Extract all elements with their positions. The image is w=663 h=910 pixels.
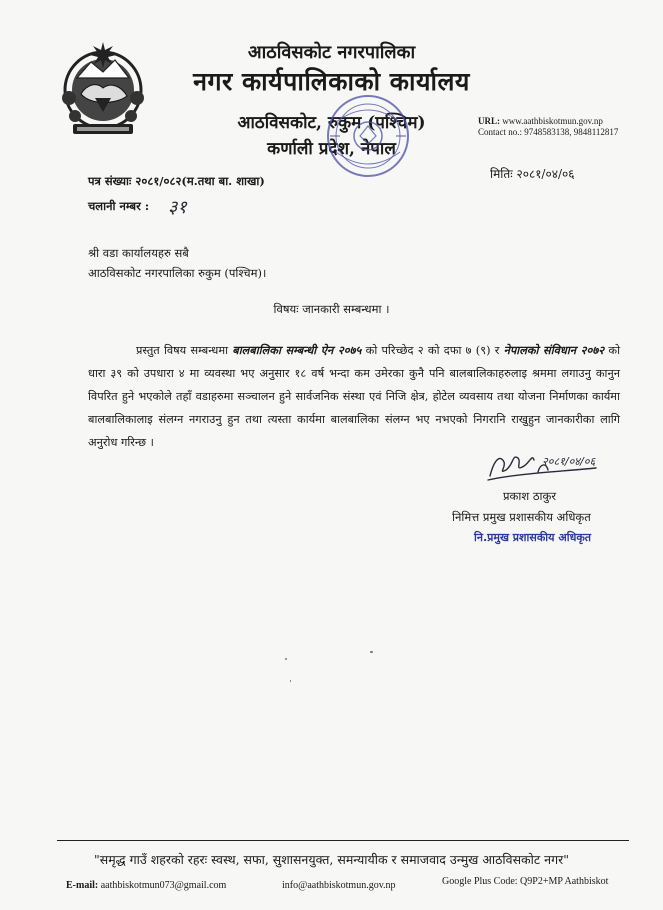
reference-value: २०८१/०८२(म.तथा बा. शाखा) bbox=[135, 174, 265, 188]
body-text-3: को धारा ३९ को उपधारा ४ मा व्यवस्था भए अनुसार १८ वर्ष भन्दा कम उमेरका कुनै पनि बालबालिकाहरुलाइ श्रममा लगाउनु कानुन विपरित हुने भएकोले तहाँ वडाहरुमा सञ्चालन हुने सार्वजनिक संस्था एवं निजि क्षेत्र, होटेल व्यवसाय तथा योजना निर्माणका कार्यमा बालबालिकालाइ संलग्न नगराउनु हुन तथा त्यस्ता कार्यमा बालबालिका संलग्न भए नभएको निगरानि राखुहुन जानकारीका लागि अनुरोध गरिन्छ । bbox=[88, 344, 620, 449]
footer-slogan: "समृद्ध गाउँ शहरको रहरः स्वस्थ, सफा, सुशासनयुक्त, समन्यायीक र समाजवाद उन्मुख आठविसकोट नगर" bbox=[94, 852, 569, 867]
phone-numbers: 9748583138, 9848112817 bbox=[524, 127, 619, 137]
body-text-1: प्रस्तुत विषय सम्बन्धमा bbox=[136, 344, 233, 357]
body-paragraph bbox=[88, 339, 620, 454]
email-label: E-mail: bbox=[66, 880, 99, 891]
body-text-2: को परिच्छेद २ को दफा ७ (९) र bbox=[361, 344, 504, 357]
email-secondary[interactable]: info@aathbiskotmun.gov.np bbox=[282, 880, 396, 891]
letter-subject: विषयः जानकारी सम्बन्धमा । bbox=[273, 302, 390, 316]
footer-email-group bbox=[66, 880, 226, 891]
email-primary[interactable]: aathbiskotmun073@gmail.com bbox=[100, 880, 227, 891]
recipient-line-2: आठविसकोट नगरपालिका रुकुम (पश्चिम)। bbox=[88, 266, 267, 280]
url-label: URL: bbox=[478, 116, 500, 126]
constitution-reference: नेपालको संविधान २०७२ bbox=[503, 343, 605, 357]
reference-number bbox=[88, 174, 265, 189]
municipality-name: आठविसकोट नगरपालिका bbox=[247, 42, 416, 63]
footer-divider bbox=[57, 840, 629, 841]
scan-speck bbox=[290, 680, 291, 682]
office-round-seal-icon bbox=[316, 92, 420, 184]
dispatch-label: चलानी नम्बर : bbox=[88, 199, 150, 213]
signer-title-stamp: नि.प्रमुख प्रशासकीय अधिकृत bbox=[474, 531, 592, 544]
scan-speck bbox=[370, 651, 373, 653]
letter-body bbox=[88, 339, 620, 454]
phone-label: Contact no.: bbox=[478, 127, 522, 137]
google-plus-code: Google Plus Code: Q9P2+MP Aathbiskot bbox=[442, 876, 609, 887]
recipient-line-1: श्री वडा कार्यालयहरु सबै bbox=[88, 246, 189, 260]
act-reference: बालबालिका सम्बन्धी ऐन २०७५ bbox=[232, 343, 362, 357]
signature-date: २०८१/०४/०६ bbox=[542, 455, 596, 468]
address-line-2: कर्णाली प्रदेश, नेपाल bbox=[267, 139, 396, 159]
signer-name: प्रकाश ठाकुर bbox=[503, 489, 557, 503]
address-line-1: आठविसकोट, रुकुम (पश्चिम) bbox=[237, 113, 426, 133]
signer-title: निमित्त प्रमुख प्रशासकीय अधिकृत bbox=[452, 510, 591, 524]
letter-date: मितिः २०८१/०४/०६ bbox=[490, 167, 575, 181]
reference-label: पत्र संख्याः bbox=[88, 174, 132, 188]
dispatch-number-handwritten: ३१ bbox=[168, 197, 187, 218]
handwritten-signature-icon bbox=[484, 448, 604, 484]
website-url[interactable]: www.aathbiskotmun.gov.np bbox=[502, 116, 603, 126]
office-name: नगर कार्यपालिकाको कार्यालय bbox=[193, 67, 470, 96]
scan-speck bbox=[285, 658, 287, 660]
contact-block bbox=[478, 116, 618, 138]
